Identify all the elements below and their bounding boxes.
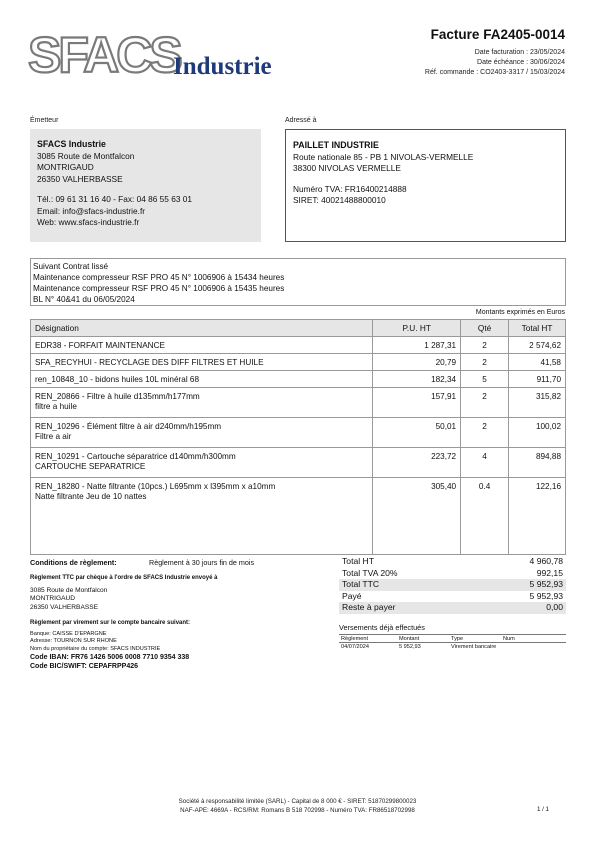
company-logo: [28, 30, 293, 84]
invoice-title: Facture FA2405-0014: [430, 27, 565, 42]
cheque-address3: 26350 VALHERBASSE: [30, 603, 99, 611]
contract-line: Maintenance compresseur RSF PRO 45 N° 1006906 à 15435 heures: [33, 284, 285, 293]
designation-text: SFA_RECYHUI - RECYCLAGE DES DIFF FILTRES ET HUILE: [35, 358, 264, 367]
table-row: [31, 478, 566, 555]
total-label: Reste à payer: [342, 602, 396, 613]
total-row-reste: [339, 602, 566, 614]
iban: Code IBAN: FR76 1426 5006 0008 7710 9354 338: [30, 654, 190, 661]
table-row: [31, 371, 566, 388]
account-owner: Nom du propriétaire du compte: SFACS INDUSTRIE: [30, 645, 161, 652]
addressee-box: [285, 129, 566, 242]
total-value: 5 952,93: [529, 590, 563, 601]
versements-header: Num: [503, 636, 515, 642]
row-qte: 2: [461, 388, 509, 418]
addressee-name: PAILLET INDUSTRIE: [293, 140, 379, 150]
table-row: [31, 448, 566, 478]
total-label: Total TVA 20%: [342, 567, 398, 578]
row-designation: [31, 478, 373, 555]
row-pu: 50,01: [373, 418, 461, 448]
versements-header: Type: [451, 636, 464, 642]
emitter-web: Web: www.sfacs-industrie.fr: [37, 217, 140, 227]
contract-line: Maintenance compresseur RSF PRO 45 N° 1006906 à 15434 heures: [33, 273, 285, 282]
row-total: 41,58: [509, 354, 566, 371]
totals-box: [339, 556, 566, 614]
row-designation: [31, 418, 373, 448]
total-label: Total HT: [342, 556, 374, 566]
designation-text: REN_20866 - Filtre à huile d135mm/h177mm: [35, 392, 200, 401]
footer-line1: Société à responsabilité limitée (SARL) - Capital de 8 000 € - SIRET: 51870299800023: [178, 798, 417, 805]
addressee-label: Adressé à: [285, 117, 317, 124]
total-value: 5 952,93: [529, 579, 563, 590]
cheque-title: Règlement TTC par chèque à l'ordre de SFACS Industrie envoyé à: [30, 575, 218, 581]
date-facturation: Date facturation : 23/05/2024: [474, 49, 565, 56]
versements-header: Règlement: [341, 636, 369, 642]
contract-line: BL N° 40&41 du 06/05/2024: [33, 295, 135, 304]
cheque-address1: 3085 Route de Montfalcon: [30, 586, 108, 594]
row-pu: 182,34: [373, 371, 461, 388]
row-designation: [31, 354, 373, 371]
total-label: Total TTC: [342, 579, 380, 590]
row-pu: 1 287,31: [373, 337, 461, 354]
cheque-address2: MONTRIGAUD: [30, 595, 76, 602]
addressee-address2: 38300 NIVOLAS VERMELLE: [293, 163, 401, 173]
row-total: 911,70: [509, 371, 566, 388]
emitter-label: Émetteur: [30, 117, 59, 124]
row-designation: [31, 448, 373, 478]
footer: [0, 798, 595, 815]
header-total: Total HT: [509, 320, 566, 337]
header-pu: P.U. HT: [373, 320, 461, 337]
versements-table: [339, 634, 566, 651]
logo-sfacs-text: SFACS: [28, 30, 180, 83]
row-qte: 2: [461, 337, 509, 354]
contract-line: Suivant Contrat lissé: [33, 262, 109, 271]
total-value: 992,15: [536, 567, 563, 578]
row-total: 122,16: [509, 478, 566, 555]
versements-cell: Virement bancaire: [451, 644, 497, 650]
designation-text: EDR38 - FORFAIT MAINTENANCE: [35, 341, 165, 350]
total-row-tva: [339, 568, 566, 580]
conditions-label: Conditions de règlement:: [30, 558, 117, 567]
designation-subtext: filtre a huile: [35, 402, 77, 411]
versements-row: [339, 643, 566, 651]
versements-header-row: [339, 635, 566, 643]
total-value: 4 960,78: [529, 556, 563, 566]
table-row: [31, 388, 566, 418]
currency-note: Montants exprimés en Euros: [475, 309, 565, 316]
total-row-ht: [339, 556, 566, 568]
emitter-address3: 26350 VALHERBASSE: [37, 173, 123, 184]
row-total: 100,02: [509, 418, 566, 448]
designation-subtext: CARTOUCHE SEPARATRICE: [35, 462, 146, 471]
row-qte: 2: [461, 354, 509, 371]
bic: Code BIC/SWIFT: CEPAFRPP426: [30, 663, 138, 670]
addressee-siret: SIRET: 40021488800010: [293, 195, 386, 205]
items-table: [30, 319, 566, 555]
total-row-ttc: [339, 579, 566, 591]
header-designation: Désignation: [31, 320, 373, 337]
designation-subtext: Filtre a air: [35, 432, 72, 441]
row-qte: 5: [461, 371, 509, 388]
virement-title: Règlement par virement sur le compte bancaire suivant:: [30, 620, 191, 626]
table-row: [31, 337, 566, 354]
emitter-email: Email: info@sfacs-industrie.fr: [37, 205, 146, 216]
sfacs-logo-graphic: [28, 30, 293, 84]
emitter-address2: MONTRIGAUD: [37, 162, 94, 172]
versements-cell: 04/07/2024: [341, 644, 369, 650]
conditions-row: [30, 558, 320, 567]
bank-address: Adresse: TOURNON SUR RHONE: [30, 638, 117, 644]
table-row: [31, 418, 566, 448]
emitter-address1: 3085 Route de Montfalcon: [37, 150, 135, 161]
logo-industrie-text: Industrie: [173, 53, 272, 80]
row-designation: [31, 388, 373, 418]
header-qte: Qté: [461, 320, 509, 337]
row-qte: 2: [461, 418, 509, 448]
row-qte: 0.4: [461, 478, 509, 555]
addressee-address1: Route nationale 85 - PB 1 NIVOLAS-VERMELLE: [293, 151, 474, 162]
date-echeance: Date échéance : 30/06/2024: [477, 59, 565, 66]
addressee-tva: Numéro TVA: FR16400214888: [293, 183, 407, 194]
row-pu: 223,72: [373, 448, 461, 478]
row-total: 2 574,62: [509, 337, 566, 354]
designation-text: REN_10296 - Élément filtre à air d240mm/h195mm: [35, 422, 222, 431]
bank-name: Banque: CAISSE D'EPARGNE: [30, 630, 107, 637]
designation-text: ren_10848_10 - bidons huiles 10L minéral 68: [35, 375, 200, 384]
table-row: [31, 354, 566, 371]
total-row-paye: [339, 591, 566, 603]
row-total: 894,88: [509, 448, 566, 478]
payment-conditions: [30, 558, 320, 671]
row-pu: 20,79: [373, 354, 461, 371]
row-pu: 305,40: [373, 478, 461, 555]
versements-header: Montant: [399, 636, 420, 642]
row-pu: 157,91: [373, 388, 461, 418]
emitter-name: SFACS Industrie: [37, 139, 106, 149]
conditions-value: Règlement à 30 jours fin de mois: [149, 558, 255, 567]
versements-title: Versements déjà effectués: [339, 623, 425, 632]
designation-text: REN_10291 - Cartouche séparatrice d140mm/h300mm: [35, 452, 236, 461]
ref-commande: Réf. commande : CO2403-3317 / 15/03/2024: [424, 69, 565, 76]
designation-subtext: Natte filtrante Jeu de 10 nattes: [35, 492, 147, 501]
versements-section: [339, 623, 566, 651]
footer-line2: NAF-APE: 4669A - RCS/RM: Romans B 518 702998 - Numéro TVA: FR86518702998: [180, 806, 415, 814]
emitter-phone: Tél.: 09 61 31 16 40 - Fax: 04 86 55 63 01: [37, 194, 192, 204]
table-header-row: [31, 320, 566, 337]
designation-text: REN_18280 - Natte filtrante (10pcs.) L695mm x l395mm x a10mm: [35, 482, 276, 491]
page-number: 1 / 1: [536, 806, 549, 813]
row-designation: [31, 371, 373, 388]
contract-note: [30, 258, 566, 306]
total-label: Payé: [342, 590, 362, 601]
row-total: 315,82: [509, 388, 566, 418]
invoice-meta: [425, 48, 565, 78]
total-value: 0,00: [546, 602, 563, 613]
row-qte: 4: [461, 448, 509, 478]
emitter-box: [30, 129, 261, 242]
versements-cell: 5 952,93: [399, 644, 421, 650]
row-designation: [31, 337, 373, 354]
versements-cell: [503, 643, 563, 651]
